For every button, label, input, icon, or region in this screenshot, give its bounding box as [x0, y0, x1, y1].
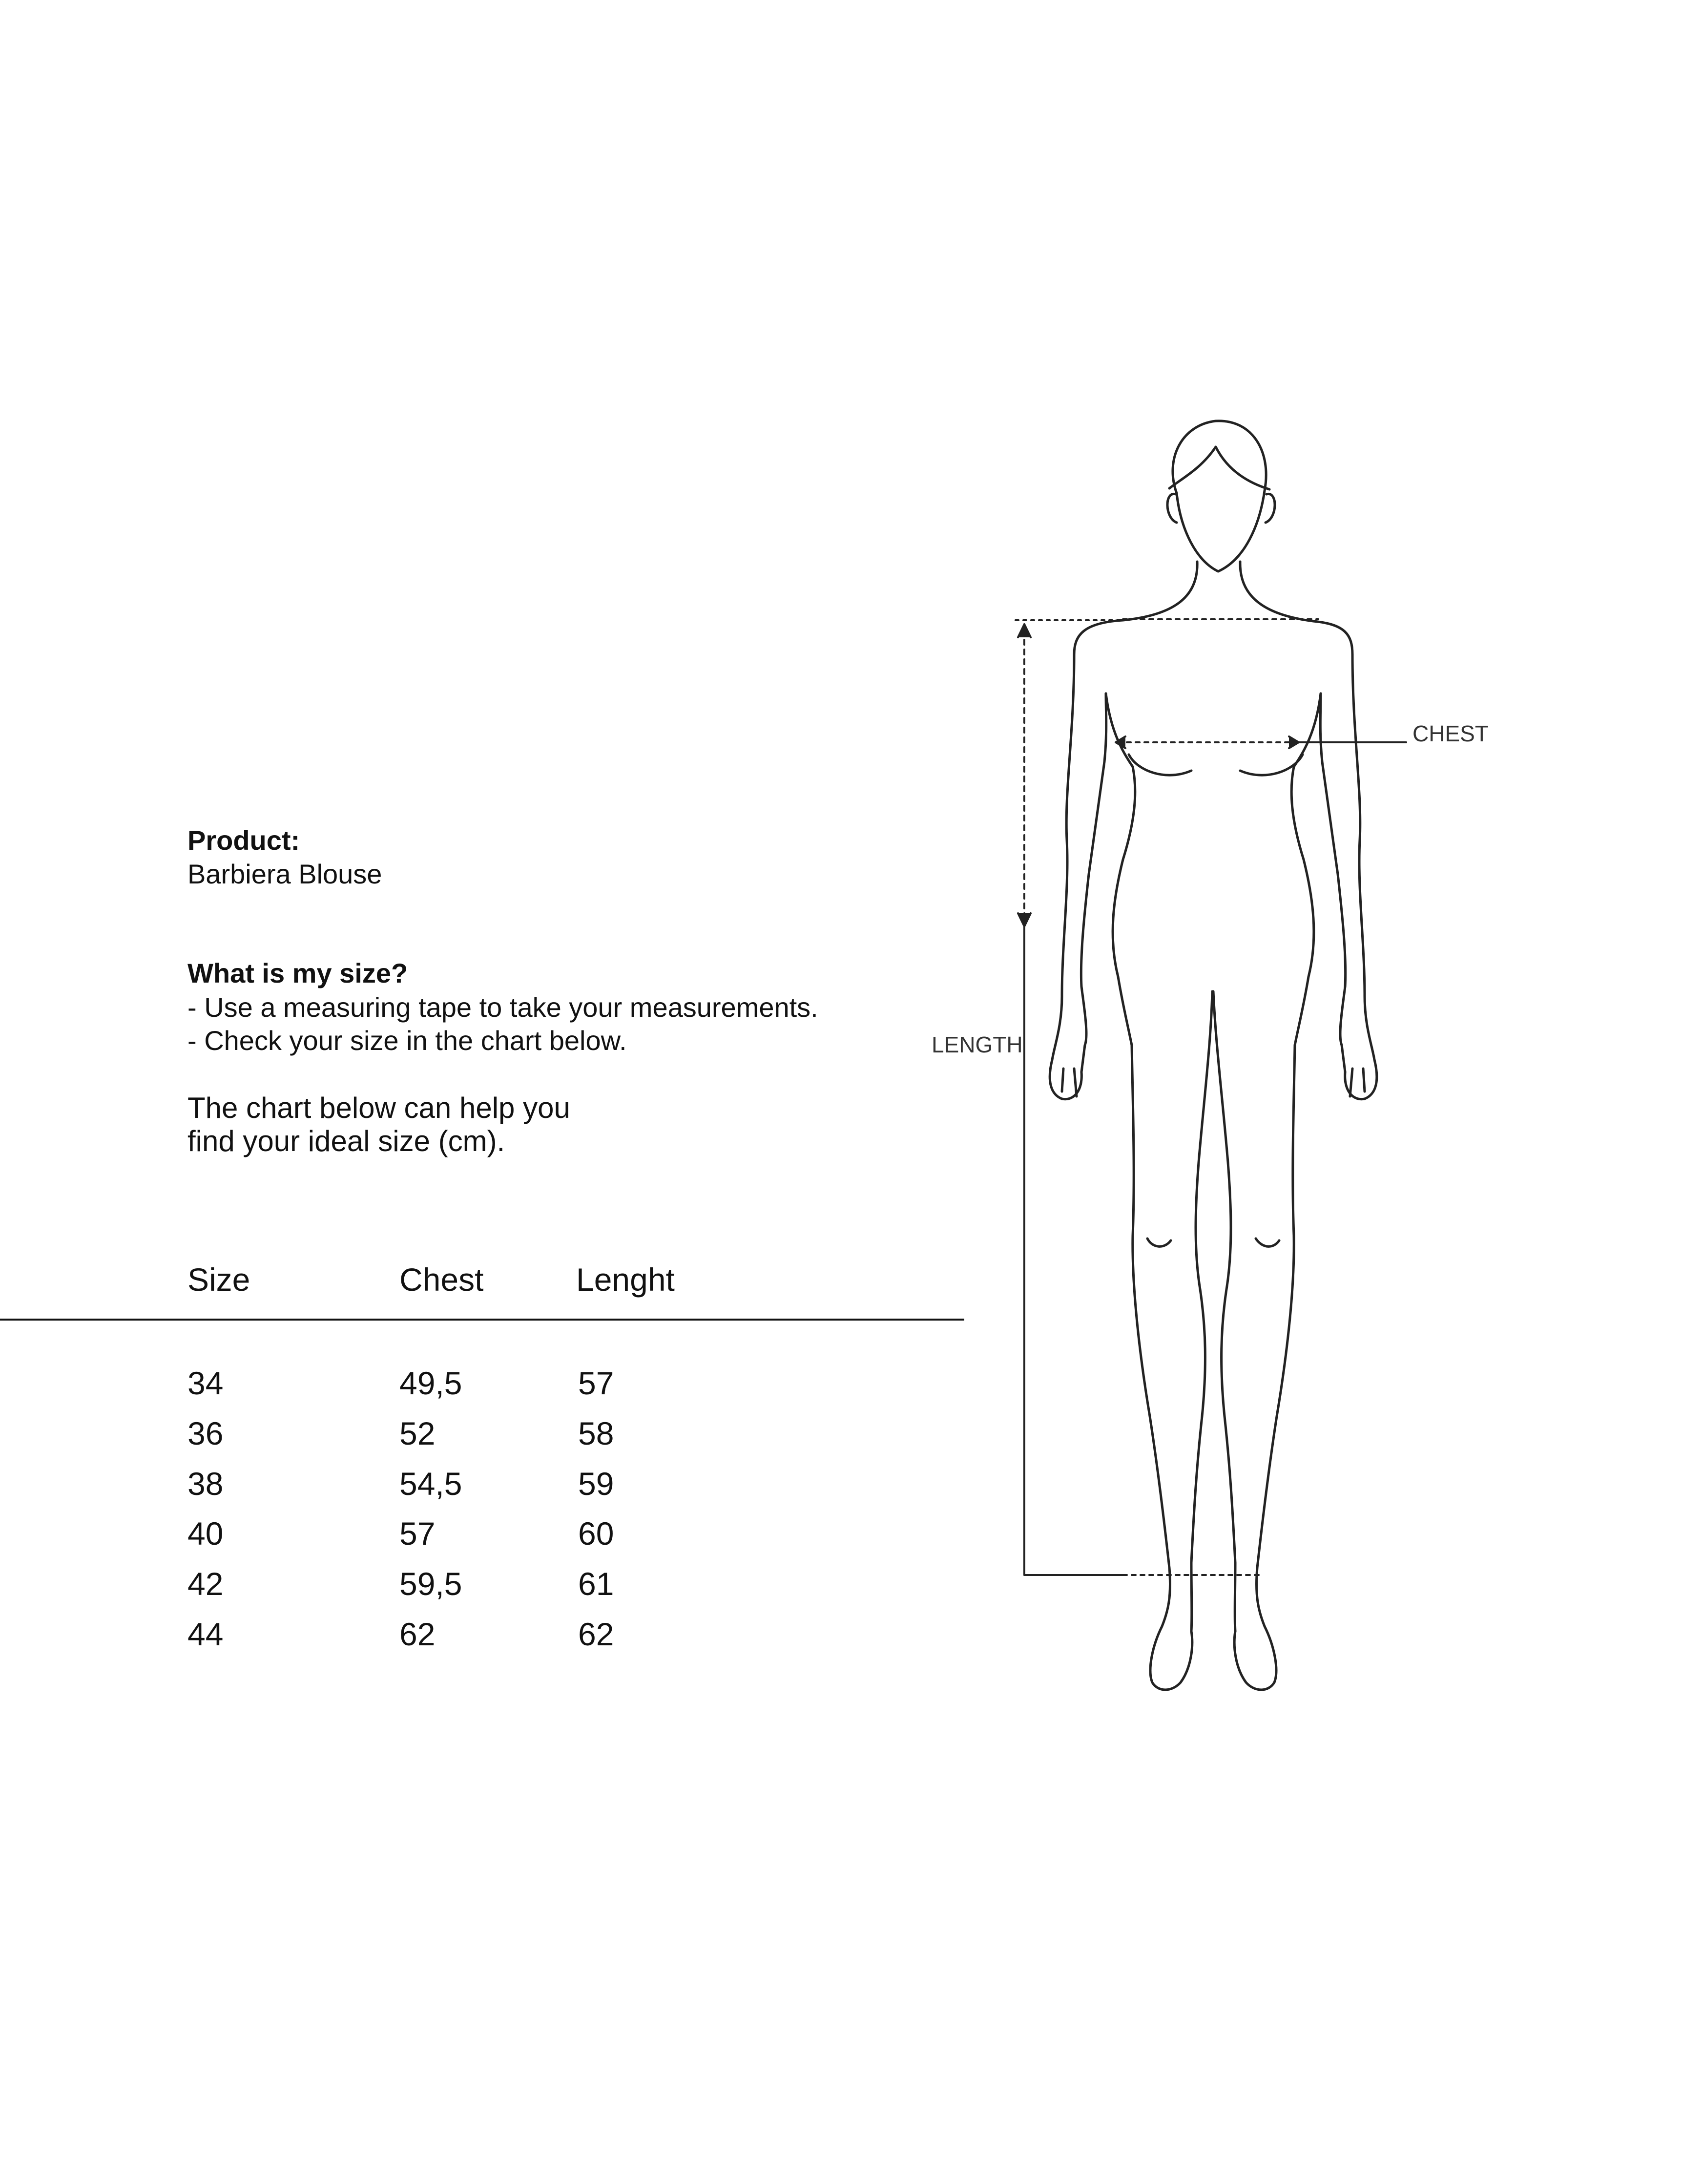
figure-right-leg-outer — [1234, 1045, 1295, 1690]
table-cell: 60 — [578, 1515, 614, 1552]
table-header-length: Lenght — [576, 1261, 675, 1298]
figure-right-hand — [1350, 1069, 1365, 1096]
figure-left-shoulder — [1074, 562, 1197, 654]
table-cell: 57 — [399, 1515, 436, 1552]
body-measurement-figure — [928, 410, 1562, 1704]
figure-bust-left — [1129, 755, 1191, 775]
table-cell: 34 — [187, 1365, 224, 1401]
figure-right-arm — [1320, 654, 1377, 1099]
figure-right-leg-inner — [1213, 991, 1235, 1631]
table-header-size: Size — [187, 1261, 250, 1298]
table-cell: 62 — [578, 1616, 614, 1652]
figure-ear-left — [1167, 494, 1177, 523]
figure-left-leg-outer — [1132, 1045, 1192, 1690]
table-cell: 42 — [187, 1566, 224, 1602]
table-header-chest: Chest — [399, 1261, 484, 1298]
figure-right-shoulder — [1240, 562, 1352, 654]
size-help-step-2: - Check your size in the chart below. — [187, 1025, 627, 1056]
figure-left-leg-inner — [1191, 991, 1212, 1631]
figure-left-hand — [1062, 1069, 1077, 1096]
table-cell: 54,5 — [399, 1466, 462, 1502]
figure-knee-right — [1256, 1239, 1279, 1246]
intro-line-1: The chart below can help you — [187, 1092, 570, 1124]
table-cell: 44 — [187, 1616, 224, 1652]
figure-hair-line — [1169, 447, 1269, 489]
figure-head-outline — [1173, 421, 1266, 571]
chest-label: CHEST — [1412, 721, 1489, 746]
table-cell: 57 — [578, 1365, 614, 1401]
table-cell: 36 — [187, 1415, 224, 1451]
table-cell: 61 — [578, 1566, 614, 1602]
table-cell: 38 — [187, 1466, 224, 1502]
table-cell: 58 — [578, 1415, 614, 1451]
table-cell: 49,5 — [399, 1365, 462, 1401]
length-arrow-down — [1018, 913, 1031, 926]
length-label: LENGTH — [932, 1032, 1023, 1057]
figure-ear-right — [1266, 494, 1275, 523]
size-help-title: What is my size? — [187, 958, 408, 988]
table-cell: 52 — [399, 1415, 436, 1451]
table-cell: 59 — [578, 1466, 614, 1502]
intro-line-2: find your ideal size (cm). — [187, 1125, 505, 1157]
size-help-step-1: - Use a measuring tape to take your measurements. — [187, 992, 818, 1023]
table-cell: 62 — [399, 1616, 436, 1652]
chest-measurement — [1116, 736, 1406, 748]
figure-torso-right — [1291, 693, 1321, 1045]
length-arrow-up — [1018, 624, 1031, 637]
table-cell: 59,5 — [399, 1566, 462, 1602]
product-label: Product: — [187, 825, 300, 856]
figure-knee-left — [1147, 1239, 1171, 1246]
chest-arrow-right — [1289, 736, 1299, 748]
figure-left-arm — [1050, 654, 1106, 1099]
table-divider — [0, 1319, 964, 1321]
table-cell: 40 — [187, 1515, 224, 1552]
product-name: Barbiera Blouse — [187, 859, 382, 889]
